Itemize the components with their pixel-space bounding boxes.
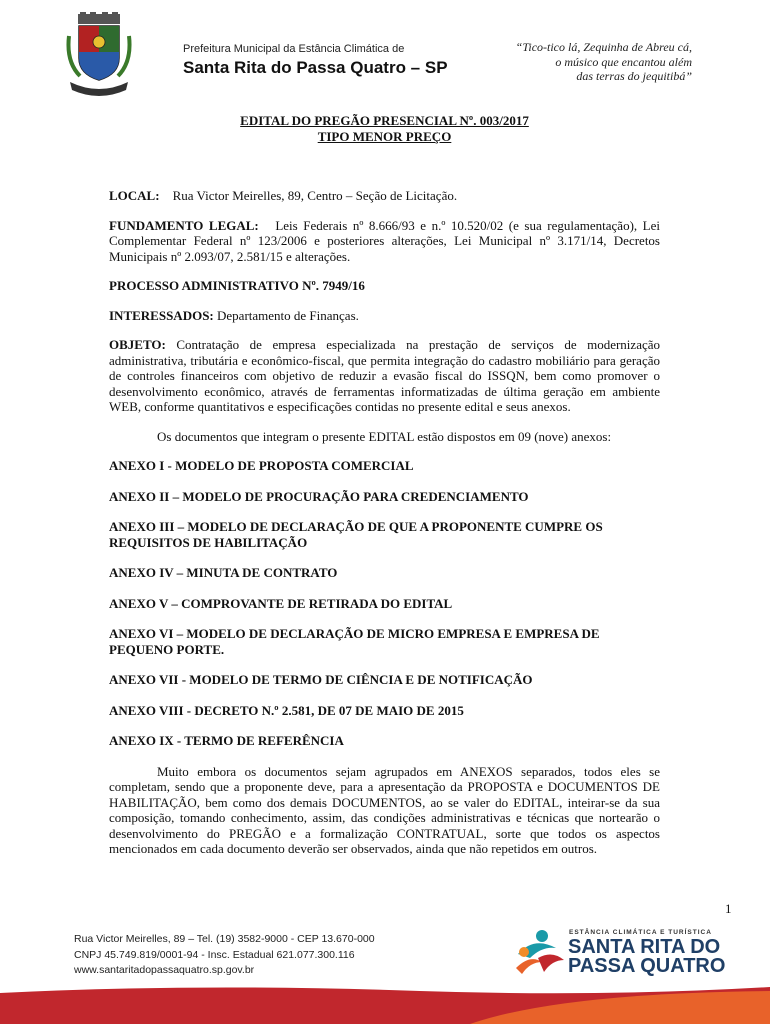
annex-item: ANEXO IV – MINUTA DE CONTRATO	[109, 565, 338, 580]
closing-paragraph: Muito embora os documentos sejam agrupados em ANEXOS separados, todos eles se completam, sendo que a proponente deve, para a apresentação da PROPOSTA e DOCUMENTOS DE HABILITAÇÃO, bem como dos demais DOCUMENTOS, ao se valer do EDITAL, inteirar-se da sua composição, tomando conhecimento, assim, das condições administrativas e técnicas que nortearão o desenvolvimento do PREGÃO e a formalização CONTRATUAL, sorte que todos os aspectos mencionados em cada documento deverão ser observados, ainda que não repetidos em outros.	[109, 763, 660, 856]
interessados-paragraph	[109, 308, 660, 324]
annex-item: ANEXO VIII - DECRETO N.º 2.581, DE 07 DE MAIO DE 2015	[109, 702, 464, 718]
page-number: 1	[725, 901, 732, 916]
header-quote	[432, 40, 692, 84]
footer-website: www.santaritadopassaquatro.sp.gov.br	[74, 964, 255, 976]
annex-item: ANEXO III – MODELO DE DECLARAÇÃO DE QUE A PROPONENTE CUMPRE OS REQUISITOS DE HABILITAÇÃO	[109, 519, 603, 550]
annex-item: ANEXO I - MODELO DE PROPOSTA COMERCIAL	[109, 458, 414, 473]
objeto-label: OBJETO:	[109, 337, 166, 352]
interessados-text: Departamento de Finanças.	[217, 307, 359, 323]
quote-line: das terras do jequitibá”	[576, 69, 692, 83]
local-label: LOCAL:	[109, 188, 160, 203]
edital-type: TIPO MENOR PREÇO	[317, 128, 452, 144]
annex-item: ANEXO V – COMPROVANTE DE RETIRADA DO EDITAL	[109, 595, 453, 611]
logo-name-line: SANTA RITA DO	[568, 936, 721, 958]
quote-line: “Tico-tico lá, Zequinha de Abreu cá,	[515, 40, 692, 54]
header-subtitle: Prefeitura Municipal da Estância Climática de	[183, 43, 405, 55]
processo-heading: PROCESSO ADMINISTRATIVO Nº. 7949/16	[109, 278, 365, 293]
header-title: Santa Rita do Passa Quatro – SP	[183, 58, 448, 77]
quote-line: o músico que encantou além	[555, 54, 692, 69]
footer-cnpj: CNPJ 45.749.819/0001-94 - Insc. Estadual 621.077.300.116	[74, 948, 355, 961]
fundamento-paragraph	[109, 218, 660, 265]
fundamento-label: FUNDAMENTO LEGAL:	[109, 217, 259, 233]
logo-name	[568, 938, 725, 976]
logo-name-line: PASSA QUATRO	[568, 955, 726, 977]
interessados-label: INTERESSADOS:	[109, 307, 214, 323]
footer-contact	[74, 932, 375, 979]
document-body	[109, 113, 660, 857]
logo-tagline: ESTÂNCIA CLIMÁTICA E TURÍSTICA	[569, 929, 712, 936]
anexos-intro: Os documentos que integram o presente EDITAL estão dispostos em 09 (nove) anexos:	[157, 428, 612, 444]
annex-item: ANEXO VI – MODELO DE DECLARAÇÃO DE MICRO EMPRESA E EMPRESA DE PEQUENO PORTE.	[109, 626, 600, 657]
city-logo-icon	[512, 928, 566, 978]
coat-of-arms-icon	[66, 12, 132, 98]
edital-title: EDITAL DO PREGÃO PRESENCIAL Nº. 003/2017	[240, 113, 529, 128]
local-text: Rua Victor Meirelles, 89, Centro – Seção de Licitação.	[172, 188, 458, 203]
annex-item: ANEXO II – MODELO DE PROCURAÇÃO PARA CREDENCIAMENTO	[109, 488, 529, 504]
local-paragraph	[109, 188, 660, 204]
footer-address: Rua Victor Meirelles, 89 – Tel. (19) 3582-9000 - CEP 13.670-000	[74, 933, 375, 945]
annex-item: ANEXO IX - TERMO DE REFERÊNCIA	[109, 733, 344, 748]
footer-band	[0, 983, 770, 1024]
annex-item: ANEXO VII - MODELO DE TERMO DE CIÊNCIA E DE NOTIFICAÇÃO	[109, 672, 533, 687]
objeto-text: Contratação de empresa especializada na prestação de serviços de modernização administrativa, tributária e econômico-fiscal, que permita integração do cadastro mobiliário para geração de controles financeiros com objetivo de reduzir a evasão fiscal do ISSQN, bem como promover o desenvolvimento econômico, através de ferramentas informatizadas de última geração em ambiente WEB, conforme quantitativos e especificações contidas no presente edital e seus anexos.	[109, 337, 661, 414]
city-logo	[512, 926, 726, 980]
objeto-paragraph	[109, 337, 660, 415]
fundamento-text: Leis Federais nº 8.666/93 e n.º 10.520/02 (e sua regulamentação), Lei Complementar Federal nº 123/2006 e posteriores alterações, Lei Municipal nº 3.171/14, Decretos Municipais nº 2.093/07, 2.581/15 e alterações.	[109, 217, 660, 264]
